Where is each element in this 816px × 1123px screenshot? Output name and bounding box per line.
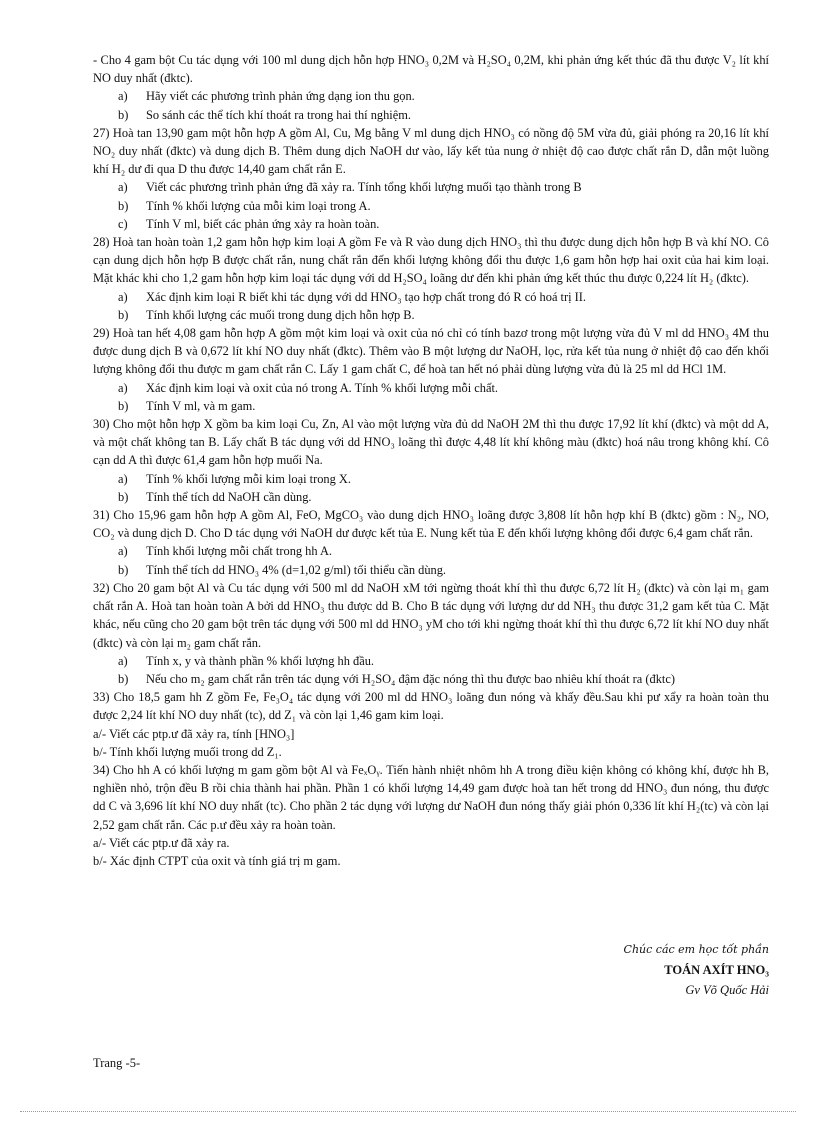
page-number: Trang -5- — [93, 1056, 141, 1070]
teacher-name: Gv Võ Quốc Hải — [685, 983, 769, 997]
sub-question-text: Tính khối lượng mỗi chất trong hh A. — [146, 544, 333, 559]
sub-question-label: b) — [118, 398, 129, 413]
sub-question-text: Tính V ml, biết các phản ứng xảy ra hoàn toàn. — [146, 216, 380, 231]
sub-question — [93, 542, 769, 560]
sub-question-label: b) — [118, 107, 129, 122]
sub-question — [93, 670, 769, 688]
sub-question-text: Tính khối lượng các muối trong dung dịch hỗn hợp B. — [146, 307, 415, 322]
problem-paragraph: b/- Tính khối lượng muối trong dd Z₁. — [93, 744, 282, 759]
page-bottom-divider — [20, 1111, 796, 1112]
sub-question — [93, 106, 769, 124]
sub-question-label: a) — [118, 544, 128, 559]
sub-question — [93, 652, 769, 670]
problem-paragraph: - Cho 4 gam bột Cu tác dụng với 100 ml dung dịch hỗn hợp HNO₃ 0,2M và H₂SO₄ 0,2M, khi phản ứng kết thúc đã thu được V₂ lít khí NO duy nhất (đktc). — [93, 53, 769, 86]
sub-question-text: Tính x, y và thành phần % khối lượng hh đầu. — [146, 653, 375, 668]
sub-question-label: b) — [118, 562, 129, 577]
sub-question-label: c) — [118, 216, 128, 231]
sub-question-text: Tính V ml, và m gam. — [146, 398, 256, 413]
problem-paragraph: 29) Hoà tan hết 4,08 gam hỗn hợp A gồm một kim loại và oxit của nó chỉ có tính bazơ trong một lượng vừa đủ V ml dd HNO₃ 4M thu được dung dịch B và 0,672 lít khí NO duy nhất (đktc). Thêm vào B một lượng dư NaOH, lọc, rửa kết tủa nung ở nhiệt độ cao đến khối lượng không đổi thu được m gam chất rắn C. Lấy 1 gam chất C, để hoà tan hết nó phải dùng lượng vừa đủ là 25 ml dd HCl 1M. — [93, 326, 769, 377]
sub-question-label: b) — [118, 489, 129, 504]
sub-question-label: b) — [118, 307, 129, 322]
sub-question-text: Viết các phương trình phản ứng đã xảy ra. Tính tổng khối lượng muối tạo thành trong B — [146, 180, 582, 195]
sub-question — [93, 215, 769, 233]
topic-title: TOÁN AXÍT HNO₃ — [664, 963, 769, 977]
sub-question — [93, 288, 769, 306]
problem-paragraph: a/- Viết các ptp.ư đã xảy ra. — [93, 835, 230, 850]
sub-question-label: a) — [118, 471, 128, 486]
problem-paragraph: 31) Cho 15,96 gam hỗn hợp A gồm Al, FeO, MgCO₃ vào dung dịch HNO₃ loãng được 3,808 lít hỗn hợp khí B (đktc) gồm : N₂, NO, CO₂ và dung dịch D. Cho D tác dụng với NaOH dư được kết tủa E. Nung kết tủa E đến khối lượng không đổi được 6,4 gam chất rắn. — [93, 508, 769, 541]
document-body — [93, 51, 769, 870]
problem-paragraph: 30) Cho một hỗn hợp X gồm ba kim loại Cu, Zn, Al vào một lượng vừa đủ dd NaOH 2M thì thu được 17,92 lít khí (đktc) và một dd A, và một chất không tan B. Lấy chất B tác dụng với dd HNO₃ loãng thì được 4,48 lít khí không màu (đktc) hoá nâu trong không khí. Cô cạn dd A thì được 61,4 gam hỗn hợp muối Na. — [93, 417, 769, 468]
sub-question — [93, 87, 769, 105]
sub-question — [93, 488, 769, 506]
sub-question-label: a) — [118, 89, 128, 104]
sub-question — [93, 306, 769, 324]
problem-paragraph: a/- Viết các ptp.ư đã xảy ra, tính [HNO₃] — [93, 726, 295, 741]
sub-question-text: So sánh các thể tích khí thoát ra trong hai thí nghiệm. — [146, 107, 411, 122]
sub-question — [93, 178, 769, 196]
sub-question-text: Tính thể tích dd NaOH cần dùng. — [146, 489, 312, 504]
sub-question-text: Hãy viết các phương trình phản ứng dạng ion thu gọn. — [146, 89, 415, 104]
sub-question — [93, 397, 769, 415]
sub-question-text: Tính % khối lượng của mỗi kim loại trong A. — [146, 198, 371, 213]
sub-question — [93, 197, 769, 215]
problem-paragraph: 32) Cho 20 gam bột Al và Cu tác dụng với 500 ml dd NaOH xM tới ngừng thoát khí thì thu được 6,72 lít H₂ (đktc) và còn lại m₁ gam chất rắn A. Hoà tan hoàn toàn A bởi dd HNO₃ thu được dd B. Cho B tác dụng với lượng dư dd NH₃ thu được 31,2 gam kết tủa C. Mặt khác, nếu cũng cho 20 gam bột trên tác dụng với 500 ml dd HNO₃ yM cho tới khi ngừng thoát khí thì thu được 6,72 lít khí NO duy nhất (đktc) và còn lại m₂ gam chất rắn. — [93, 580, 769, 650]
sub-question-text: Tính thể tích dd HNO₃ 4% (d=1,02 g/ml) tối thiểu cần dùng. — [146, 562, 447, 577]
problem-paragraph: b/- Xác định CTPT của oxit và tính giá trị m gam. — [93, 853, 341, 868]
sub-question-label: a) — [118, 653, 128, 668]
sub-question — [93, 561, 769, 579]
sub-question-label: b) — [118, 671, 129, 686]
sub-question — [93, 470, 769, 488]
problem-paragraph: 34) Cho hh A có khối lượng m gam gồm bột Al và FeₓOᵧ. Tiến hành nhiệt nhôm hh A trong điều kiện không có không khí, được hh B, nghiền nhỏ, trộn đều B rồi chia thành hai phần. Phần 1 có khối lượng 14,49 gam được hoà tan hết trong dd HNO₃ đun nóng, thu được dd C và 3,696 lít khí NO duy nhất (tc). Cho phần 2 tác dụng với lượng dư NaOH đun nóng thấy giải phón 0,336 lít khí H₂(tc) và còn lại 2,52 gam chất rắn. Các p.ư đều xảy ra hoàn toàn. — [93, 762, 769, 832]
closing-wish: Chúc các em học tốt phần — [623, 943, 769, 956]
problem-paragraph: 28) Hoà tan hoàn toàn 1,2 gam hỗn hợp kim loại A gồm Fe và R vào dung dịch HNO₃ thì thu được dung dịch hỗn hợp B và khí NO. Cô cạn dung dịch hỗn hợp B được chất rắn, nung chất rắn đến khối lượng không đổi thu được 1,6 gam hỗn hợp hai oxit của hai kim loại. Mặt khác khi cho 1,2 gam hỗn hợp kim loại tác dụng với dd H₂SO₄ loãng dư đến khi phản ứng kết thúc thu được 0,224 lít H₂ (đktc). — [93, 235, 769, 286]
sub-question-text: Nếu cho m₂ gam chất rắn trên tác dụng với H₂SO₄ đậm đặc nóng thì thu được bao nhiêu khí thoát ra (đktc) — [146, 671, 675, 686]
sub-question-label: b) — [118, 198, 129, 213]
problem-paragraph: 27) Hoà tan 13,90 gam một hỗn hợp A gồm Al, Cu, Mg bằng V ml dung dịch HNO₃ có nồng độ 5M vừa đủ, giải phóng ra 20,16 lít khí NO₂ duy nhất (đktc) và dung dịch B. Thêm dung dịch NaOH dư vào, lấy kết tủa nung ở nhiệt độ cao được chất rắn D, dẫn một luồng khí H₂ dư đi qua D thu được 14,40 gam chất rắn E. — [93, 125, 769, 177]
sub-question-label: a) — [118, 380, 128, 395]
sub-question-text: Tính % khối lượng mỗi kim loại trong X. — [146, 471, 351, 486]
sub-question-text: Xác định kim loại R biết khi tác dụng với dd HNO₃ tạo hợp chất trong đó R có hoá trị II. — [146, 289, 587, 304]
sub-question-label: a) — [118, 180, 128, 195]
sub-question-label: a) — [118, 289, 128, 304]
sub-question-text: Xác định kim loại và oxit của nó trong A. Tính % khối lượng mỗi chất. — [146, 380, 499, 395]
sub-question — [93, 379, 769, 397]
problem-paragraph: 33) Cho 18,5 gam hh Z gồm Fe, Fe₃O₄ tác dụng với 200 ml dd HNO₃ loãng đun nóng và khấy đều.Sau khi pư xẩy ra hoàn toàn thu được 2,24 lít khí NO duy nhất (tc), dd Z₁ và còn lại 1,46 gam kim loại. — [93, 690, 769, 723]
